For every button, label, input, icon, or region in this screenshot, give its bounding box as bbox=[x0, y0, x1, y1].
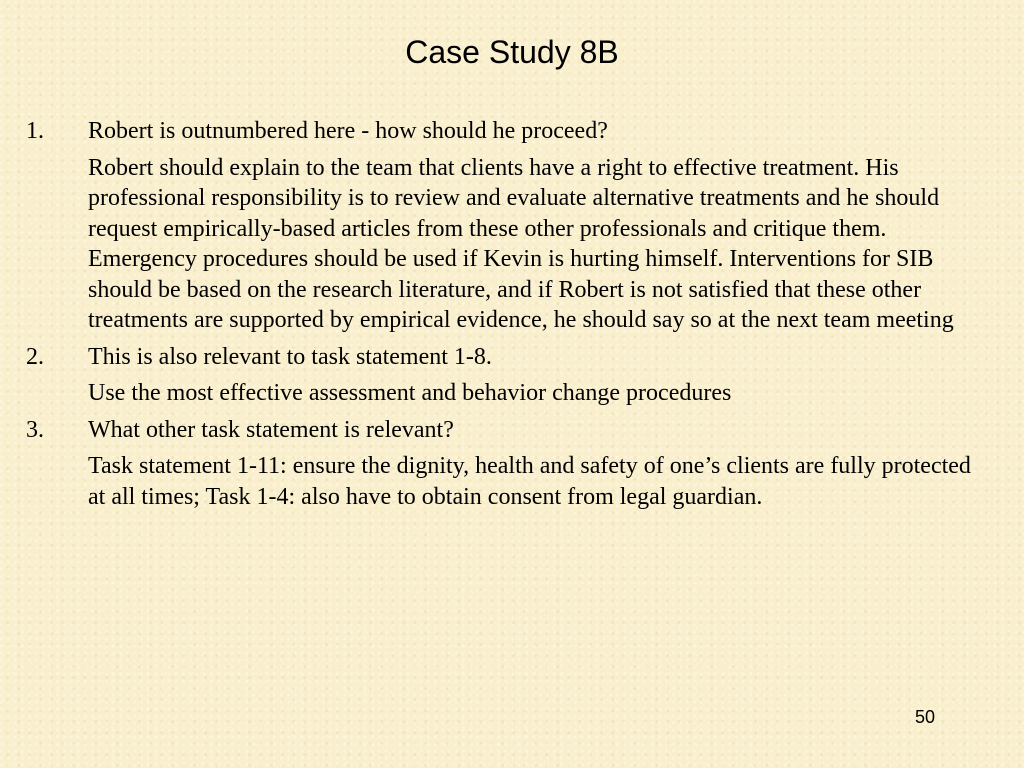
item-question: Robert is outnumbered here - how should he proceed? bbox=[88, 118, 608, 144]
list-item bbox=[26, 342, 990, 409]
page-number: 50 bbox=[914, 707, 936, 727]
list-item bbox=[26, 415, 990, 513]
slide-content bbox=[26, 116, 990, 518]
item-answer: Task statement 1-11: ensure the dignity, health and safety of one’s clients are fully protected at all times; Task 1-4: also have to obtain consent from legal guardian. bbox=[88, 453, 971, 510]
slide-title: Case Study 8B bbox=[405, 34, 619, 70]
item-number: 1. bbox=[26, 118, 44, 144]
item-number: 3. bbox=[26, 416, 44, 443]
item-question: This is also relevant to task statement 1-8. bbox=[88, 343, 492, 370]
item-answer: Use the most effective assessment and behavior change procedures bbox=[88, 380, 732, 406]
item-question: What other task statement is relevant? bbox=[88, 416, 454, 443]
item-number: 2. bbox=[26, 343, 44, 370]
item-answer: Robert should explain to the team that clients have a right to effective treatment. His professional responsibility is to review and evaluate alternative treatments and he should request empirically-based articles from these other professionals and critique them. Emergency procedures should be used if Kevin is hurting himself. Interventions for SIB should be based on the research literature, and if Robert is not satisfied that these other treatments are supported by empirical evidence, he should say so at the next team meeting bbox=[88, 154, 954, 333]
list-item bbox=[26, 116, 990, 336]
